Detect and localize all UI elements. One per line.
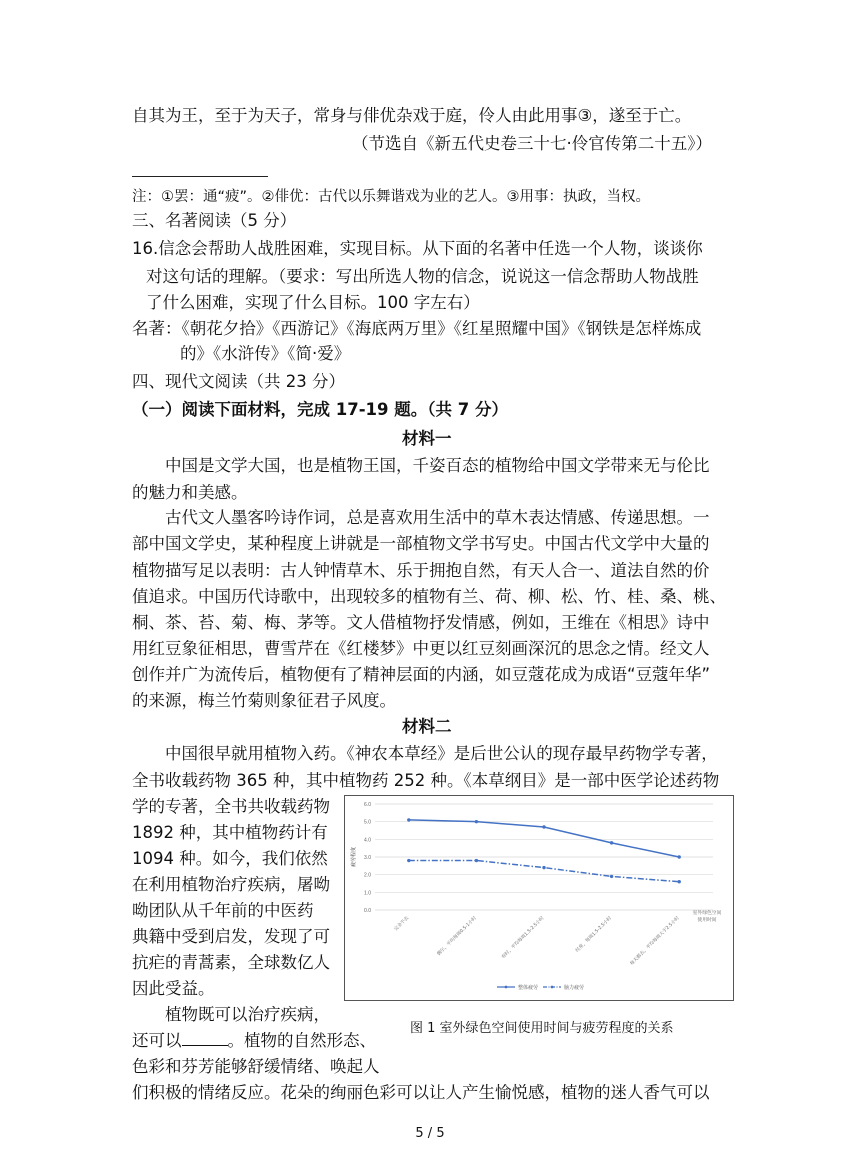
- paragraph-line: 植物描写足以表明：古人钟情草木、乐于拥抱自然，有天人合一、道法自然的价: [132, 561, 710, 580]
- paragraph-line: 在利用植物治疗疾病，屠呦: [132, 875, 330, 894]
- paragraph-line: 全书收载药物 365 种，其中植物药 252 种。《本草纲目》是一部中医学论述药物: [132, 771, 720, 790]
- section3-heading: 三、名著阅读（5 分）: [132, 211, 297, 230]
- y-tick-label: 0.0: [364, 908, 371, 914]
- x-tick-label: 有时，平均每周1.5-2.5小时: [501, 915, 546, 961]
- paragraph-line: 的来源，梅兰竹菊则象征君子风度。: [132, 691, 396, 710]
- part1-heading: （一）阅读下面材料，完成 17-19 题。（共 7 分）: [132, 400, 508, 419]
- paragraph-line-with-blank: [132, 1030, 376, 1052]
- data-point: [678, 855, 681, 858]
- paragraph-line: 桐、茶、苔、菊、梅、茅等。文人借植物抒发情感，例如，王维在《相思》诗中: [132, 613, 710, 632]
- paragraph-line: 1892 种，其中植物药计有: [132, 823, 328, 842]
- question-16-line: 对这句话的理解。（要求：写出所选人物的信念，说说这一信念帮助人物战胜: [146, 267, 699, 286]
- x-tick-label: 完全不去: [393, 915, 411, 933]
- paragraph-line: 典籍中受到启发，发现了可: [132, 927, 330, 946]
- paragraph-line: 呦团队从千年前的中医药: [132, 901, 314, 920]
- paragraph-line: 值追求。中国历代诗歌中，出现较多的植物有兰、荷、柳、松、竹、桂、桑、桃、: [132, 587, 726, 606]
- series-line-2: [409, 861, 679, 882]
- material1-title: 材料一: [402, 429, 452, 448]
- material2-title: 材料二: [402, 717, 452, 736]
- paragraph-line: 的魅力和美感。: [132, 483, 248, 502]
- paragraph-text: 还可以: [132, 1031, 182, 1050]
- legend-marker: [505, 986, 508, 989]
- paragraph-line: 1094 种。如今，我们依然: [132, 849, 328, 868]
- books-list: 的》《水浒传》《简·爱》: [180, 344, 351, 363]
- y-tick-label: 4.0: [364, 837, 371, 844]
- data-point: [678, 880, 681, 883]
- data-point: [542, 825, 545, 828]
- y-tick-label: 2.0: [364, 872, 371, 879]
- fatigue-line-chart: [344, 795, 734, 1001]
- paragraph-line: 用红豆象征相思，曹雪芹在《红楼梦》中更以红豆刻画深沉的思念之情。经文人: [132, 639, 710, 658]
- x-tick-label: 每天都去，平均每周大于2.5小时: [629, 915, 681, 967]
- x-tick-label: 经常，每周1.5-2.5小时: [575, 915, 614, 954]
- data-point: [475, 859, 478, 862]
- question-16-line: 了什么困难，实现了什么目标。100 字左右）: [146, 293, 480, 312]
- chart-svg: [345, 796, 733, 1000]
- legend-label: 整体疲劳: [518, 984, 539, 991]
- paragraph-line: 中国是文学大国，也是植物王国，千姿百态的植物给中国文学带来无与伦比: [165, 456, 710, 475]
- data-point: [542, 866, 545, 869]
- x-tick-label: 偶尔，平均每周0.5-1小时: [436, 915, 478, 958]
- data-point: [610, 875, 613, 878]
- x-axis-label: 室外绿色空间: [692, 911, 722, 916]
- paragraph-line: 色彩和芬芳能够舒缓情绪、唤起人: [132, 1057, 380, 1076]
- data-point: [407, 818, 410, 821]
- y-tick-label: 5.0: [364, 819, 371, 826]
- paragraph-line: 中国很早就用植物入药。《神农本草经》是后世公认的现存最早药物学专著，: [165, 744, 718, 763]
- section4-heading: 四、现代文阅读（共 23 分）: [132, 372, 345, 391]
- paragraph-line: 部中国文学史，某种程度上讲就是一部植物文学书写史。中国古代文学中大量的: [132, 534, 710, 553]
- question-16-line: 16.信念会帮助人战胜困难，实现目标。从下面的名著中任选一个人物，谈谈你: [132, 239, 703, 258]
- paragraph-line: 抗疟的青蒿素，全球数亿人: [132, 953, 330, 972]
- paragraph-text: 。植物的自然形态、: [227, 1031, 376, 1050]
- paragraph-line: 植物既可以治疗疾病，: [165, 1005, 330, 1024]
- page-number: 5 / 5: [415, 1126, 445, 1141]
- classical-text-line: 自其为王，至于为天子，常身与俳优杂戏于庭，伶人由此用事③，遂至于亡。: [132, 106, 692, 125]
- y-axis-label: 疲劳程度: [351, 846, 357, 868]
- data-point: [610, 841, 613, 844]
- books-list: 名著：《朝花夕拾》《西游记》《海底两万里》《红星照耀中国》《钢铁是怎样炼成: [132, 319, 702, 338]
- classical-source: （节选自《新五代史卷三十七·伶官传第二十五》）: [352, 134, 712, 153]
- data-point: [407, 859, 410, 862]
- paragraph-line: 因此受益。: [132, 979, 215, 998]
- x-axis-label-cont: 使用时间: [697, 918, 717, 923]
- data-point: [475, 820, 478, 823]
- y-tick-label: 3.0: [364, 855, 371, 861]
- footnote: 注：①罢：通“疲”。②俳优：古代以乐舞谐戏为业的艺人。③用事：执政，当权。: [132, 189, 651, 205]
- figure-caption: 图 1 室外绿色空间使用时间与疲劳程度的关系: [410, 1021, 674, 1036]
- legend-marker: [551, 986, 554, 989]
- paragraph-line: 们积极的情绪反应。花朵的绚丽色彩可以让人产生愉悦感，植物的迷人香气可以: [132, 1083, 710, 1102]
- paragraph-line: 创作并广为流传后，植物便有了精神层面的内涵，如豆蔻花成为成语“豆蔻年华”: [132, 665, 711, 684]
- y-tick-label: 1.0: [364, 890, 371, 897]
- answer-blank: [182, 1031, 228, 1046]
- paragraph-line: 古代文人墨客吟诗作词，总是喜欢用生活中的草木表达情感、传递思想。一: [165, 508, 710, 527]
- legend-label: 脑力疲劳: [564, 984, 585, 991]
- footnote-rule: [132, 176, 268, 177]
- y-tick-label: 6.0: [364, 802, 371, 808]
- paragraph-line: 学的专著，全书共收载药物: [132, 797, 330, 816]
